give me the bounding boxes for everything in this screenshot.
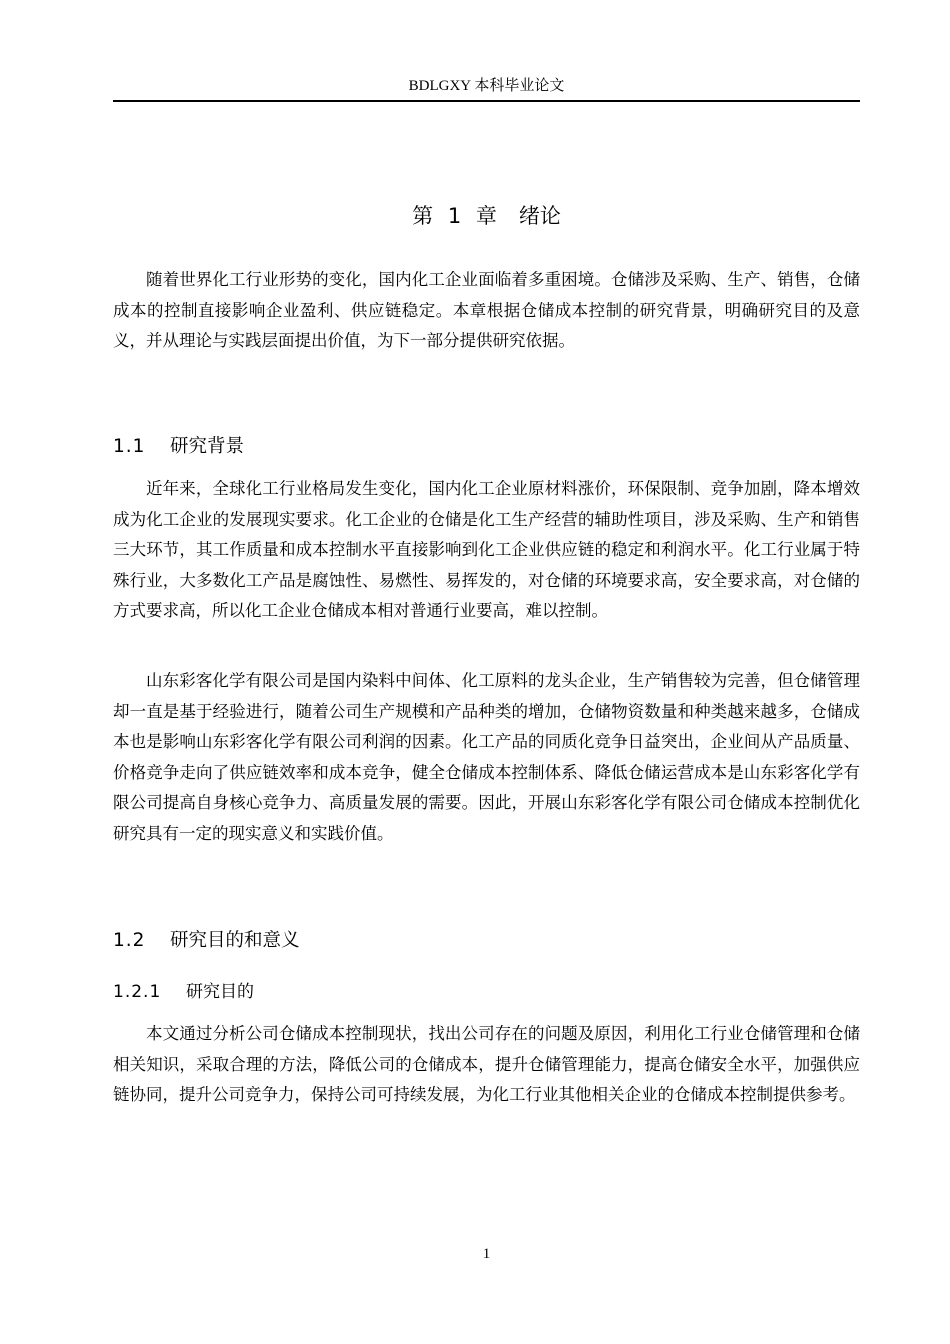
subsection-number: 1.2.1 <box>113 982 162 1002</box>
page-number: 1 <box>482 1246 491 1262</box>
background-paragraph-2: 山东彩客化学有限公司是国内染料中间体、化工原料的龙头企业，生产销售较为完善，但仓储管理却一直是基于经验进行，随着公司生产规模和产品种类的增加，仓储物资数量和种类越来越多，仓储成本也是影响山东彩客化学有限公司利润的因素。化工产品的同质化竞争日益突出，企业间从产品质量、价格竞争走向了供应链效率和成本竞争，健全仓储成本控制体系、降低仓储运营成本是山东彩客化学有限公司提高自身核心竞争力、高质量发展的需要。因此，开展山东彩客化学有限公司仓储成本控制优化研究具有一定的现实意义和实践价值。 <box>113 671 860 843</box>
section-number: 1.2 <box>113 930 146 951</box>
section-title: 研究目的和意义 <box>170 930 300 951</box>
section-number: 1.1 <box>113 436 146 457</box>
chapter-title <box>113 200 860 232</box>
section-title: 研究背景 <box>170 436 245 457</box>
intro-paragraph: 随着世界化工行业形势的变化，国内化工企业面临着多重困境。仓储涉及采购、生产、销售，仓储成本的控制直接影响企业盈利、供应链稳定。本章根据仓储成本控制的研究背景，明确研究目的及意义，并从理论与实践层面提出价值，为下一部分提供研究依据。 <box>113 270 860 350</box>
subsection-title: 研究目的 <box>186 982 254 1002</box>
section-heading-1-1 <box>113 433 860 461</box>
purpose-paragraph: 本文通过分析公司仓储成本控制现状，找出公司存在的问题及原因，利用化工行业仓储管理和仓储相关知识，采取合理的方法，降低公司的仓储成本，提升仓储管理能力，提高仓储安全水平，加强供应链协同，提升公司竞争力，保持公司可持续发展，为化工行业其他相关企业的仓储成本控制提供参考。 <box>113 1024 860 1104</box>
chapter-number: 第 1 章 <box>412 204 497 228</box>
running-header: BDLGXY 本科毕业论文 <box>408 78 565 94</box>
section-heading-1-2 <box>113 927 860 955</box>
background-paragraph-1: 近年来，全球化工行业格局发生变化，国内化工企业原材料涨价，环保限制、竞争加剧，降本增效成为化工企业的发展现实要求。化工企业的仓储是化工生产经营的辅助性项目，涉及采购、生产和销售三大环节，其工作质量和成本控制水平直接影响到化工企业供应链的稳定和利润水平。化工行业属于特殊行业，大多数化工产品是腐蚀性、易燃性、易挥发的，对仓储的环境要求高，安全要求高，对仓储的方式要求高，所以化工企业仓储成本相对普通行业要高，难以控制。 <box>113 479 860 620</box>
subsection-heading-1-2-1 <box>113 979 860 1005</box>
header-rule <box>113 100 860 102</box>
chapter-name: 绪论 <box>518 204 561 228</box>
